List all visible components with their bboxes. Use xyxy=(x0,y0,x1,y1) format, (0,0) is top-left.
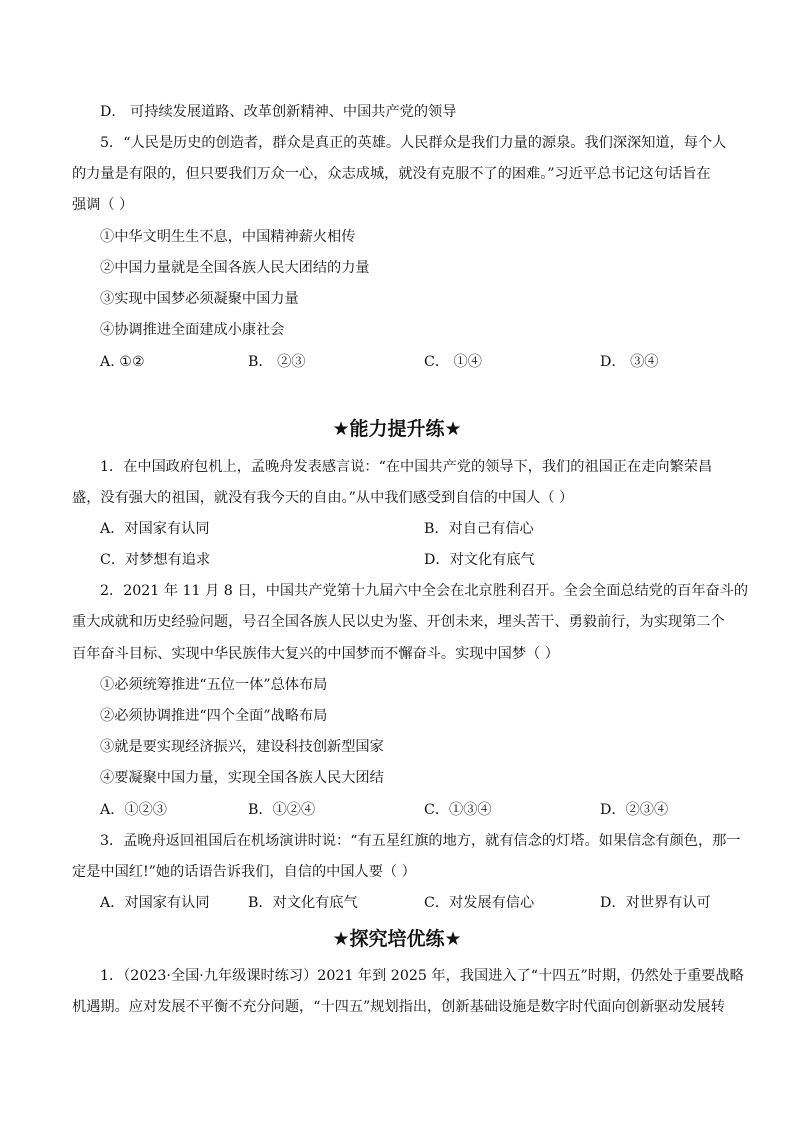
question-5-option-d: D． ③④ xyxy=(600,354,659,370)
s1-question-3-option-b: B．对文化有底气 xyxy=(248,895,358,911)
s1-question-1-line-1: 1．在中国政府包机上，孟晚舟发表感言说：“在中国共产党的领导下，我们的祖国正在走向繁荣昌 xyxy=(100,459,713,475)
question-5-item-2: ②中国力量就是全国各族人民大团结的力量 xyxy=(100,260,370,276)
question-5-item-3: ③实现中国梦必须凝聚中国力量 xyxy=(100,291,299,307)
s1-question-2-item-4: ④要凝聚中国力量，实现全国各族人民大团结 xyxy=(100,770,384,786)
s1-question-2-line-3: 百年奋斗目标、实现中华民族伟大复兴的中国梦而不懈奋斗。实现中国梦（ ） xyxy=(72,646,559,662)
s1-question-1-option-d: D．对文化有底气 xyxy=(424,552,535,568)
question-5-item-1: ①中华文明生生不息，中国精神薪火相传 xyxy=(100,229,356,245)
s1-question-2-line-1: 2．2021 年 11 月 8 日，中国共产党第十九届六中全会在北京胜利召开。全会全面总结党的百年奋斗的 xyxy=(100,583,749,599)
section-heading-explore: ★探究培优练★ xyxy=(332,928,462,950)
s1-question-3-option-a: A．对国家有认同 xyxy=(100,895,210,911)
s1-question-2-option-d: D．②③④ xyxy=(600,802,669,818)
s1-question-3-line-1: 3．孟晚舟返回祖国后在机场演讲时说：“有五星红旗的地方，就有信念的灯塔。如果信念有颜色，那一 xyxy=(100,833,741,849)
question-5-line-1: 5．“人民是历史的创造者，群众是真正的英雄。人民群众是我们力量的源泉。我们深深知道，每个人 xyxy=(100,135,727,151)
s1-question-2-option-c: C．①③④ xyxy=(424,802,492,818)
s1-question-1-option-a: A．对国家有认同 xyxy=(100,521,210,537)
question-5-line-2: 的力量是有限的，但只要我们万众一心，众志成城，就没有克服不了的困难。”习近平总书记这句话旨在 xyxy=(72,166,711,182)
s1-question-3-option-c: C．对发展有信心 xyxy=(424,895,535,911)
s1-question-2-line-2: 重大成就和历史经验问题，号召全国各族人民以史为鉴、开创未来，埋头苦干、勇毅前行，为实现第二个 xyxy=(72,614,725,630)
s1-question-1-option-c: C．对梦想有追求 xyxy=(100,552,211,568)
question-5-item-4: ④协调推进全面建成小康社会 xyxy=(100,322,285,338)
question-5-option-c: C． ①④ xyxy=(424,354,482,370)
s1-question-2-item-3: ③就是要实现经济振兴，建设科技创新型国家 xyxy=(100,739,384,755)
question-5-line-3: 强调（ ） xyxy=(72,197,134,213)
s1-question-3-option-d: D．对世界有认可 xyxy=(600,895,711,911)
s1-question-2-item-2: ②必须协调推进“四个全面”战略布局 xyxy=(100,708,328,724)
s1-question-3-line-2: 定是中国红!”她的话语告诉我们，自信的中国人要（ ） xyxy=(72,864,416,880)
s1-question-2-option-b: B．①②④ xyxy=(248,802,316,818)
s1-question-2-item-1: ①必须统筹推进“五位一体”总体布局 xyxy=(100,677,328,693)
question-5-option-a: A. ①② xyxy=(100,354,145,370)
option-d-prev: D． 可持续发展道路、改革创新精神、中国共产党的领导 xyxy=(100,104,457,120)
question-5-option-b: B． ②③ xyxy=(248,354,306,370)
section-heading-ability: ★能力提升练★ xyxy=(332,418,462,440)
s1-question-1-option-b: B．对自己有信心 xyxy=(424,521,534,537)
s1-question-1-line-2: 盛，没有强大的祖国，就没有我今天的自由。”从中我们感受到自信的中国人（ ） xyxy=(72,490,574,506)
s2-question-1-line-2: 机遇期。应对发展不平衡不充分问题，“十四五”规划指出，创新基础设施是数字时代面向创新驱动发展转 xyxy=(72,999,725,1015)
s1-question-2-option-a: A．①②③ xyxy=(100,802,167,818)
s2-question-1-line-1: 1．（2023·全国·九年级课时练习）2021 年到 2025 年，我国进入了“十四五”时期，仍然处于重要战略 xyxy=(100,968,744,984)
